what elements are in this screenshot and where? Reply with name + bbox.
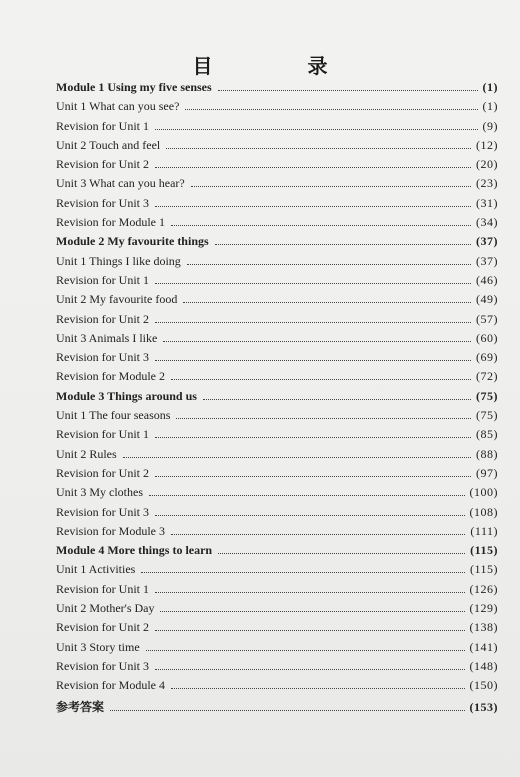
toc-entry-label: Unit 1 What can you see? [56,99,180,114]
toc-entry [56,659,498,678]
toc-entry [56,582,498,601]
toc-page-number: (115) [469,562,498,577]
toc-entry [56,119,498,138]
dot-leader [149,485,465,496]
dot-leader [155,659,465,670]
toc-page-number: (9) [482,118,498,133]
toc-entry [56,254,498,273]
toc-page-number: (85) [476,427,498,442]
toc-entry [56,157,498,176]
toc-entry [56,273,498,292]
dot-leader [203,389,471,400]
dot-leader [171,524,465,535]
toc-entry-label: Module 4 More things to learn [56,543,213,558]
dot-leader [155,157,471,168]
toc-page-number: (129) [469,601,498,616]
toc-entry [56,601,498,620]
dot-leader [163,331,471,342]
toc-entry-label: Revision for Unit 3 [56,504,149,519]
toc-page-number: (153) [469,699,498,714]
dot-leader [171,369,471,380]
toc-entry-label: Unit 1 Activities [56,562,136,577]
dot-leader [155,350,471,361]
dot-leader [123,447,471,458]
toc-section-heading [56,698,498,717]
toc-entry-label: Unit 3 My clothes [56,485,143,500]
toc-entry-label: Unit 2 My favourite food [56,292,178,307]
toc-entry [56,524,498,543]
dot-leader [171,678,465,689]
toc-entry-label: Unit 2 Touch and feel [56,137,161,152]
toc-page-number: (72) [476,369,498,384]
toc-page-number: (37) [476,234,498,249]
toc-page-number: (60) [476,330,498,345]
toc-entry-label: Unit 3 Animals I like [56,330,158,345]
toc-page-number: (12) [476,137,498,152]
toc-page-number: (46) [476,272,498,287]
toc-entry [56,99,498,118]
toc-entry-label: Module 2 My favourite things [56,234,209,249]
toc-entry-label: Revision for Module 4 [56,678,165,693]
toc-page-number: (88) [476,446,498,461]
toc-entry-label: Revision for Unit 1 [56,427,149,442]
toc-entry [56,292,498,311]
toc-entry [56,466,498,485]
dot-leader [187,254,471,265]
toc-page-number: (126) [469,581,498,596]
toc-section-heading [56,389,498,408]
toc-entry [56,331,498,350]
dot-leader [155,312,471,323]
toc-entry [56,369,498,388]
dot-leader [166,138,471,149]
dot-leader [146,640,465,651]
toc-page-number: (20) [476,157,498,172]
toc-entry-label: Unit 3 Story time [56,639,140,654]
toc-page-number: (148) [469,658,498,673]
dot-leader [155,620,465,631]
toc-page-number: (75) [476,388,498,403]
table-of-contents [56,80,498,717]
dot-leader [141,562,465,573]
toc-entry-label: Revision for Unit 2 [56,465,149,480]
toc-entry [56,138,498,157]
dot-leader [183,292,471,303]
toc-entry-label: Unit 1 The four seasons [56,408,171,423]
toc-entry-label: Revision for Unit 1 [56,272,149,287]
toc-entry [56,215,498,234]
toc-page-number: (34) [476,215,498,230]
toc-entry-label: Revision for Module 1 [56,215,165,230]
toc-entry-label: Revision for Unit 1 [56,118,149,133]
dot-leader [155,427,471,438]
toc-entry-label: Revision for Module 3 [56,523,165,538]
toc-entry-label: Revision for Unit 3 [56,350,149,365]
toc-page-number: (138) [469,620,498,635]
toc-entry [56,196,498,215]
toc-entry-label: Revision for Unit 2 [56,157,149,172]
toc-entry-label: Unit 1 Things I like doing [56,253,181,268]
dot-leader [155,505,465,516]
toc-page-number: (31) [476,195,498,210]
toc-page-number: (49) [476,292,498,307]
toc-entry [56,640,498,659]
dot-leader [155,119,478,130]
dot-leader [218,543,465,554]
toc-page-number: (23) [476,176,498,191]
toc-entry [56,312,498,331]
toc-entry [56,678,498,697]
toc-entry [56,176,498,195]
toc-entry [56,485,498,504]
dot-leader [191,176,471,187]
toc-entry-label: Revision for Unit 3 [56,658,149,673]
dot-leader [215,234,471,245]
toc-section-heading [56,543,498,562]
toc-entry [56,427,498,446]
dot-leader [185,99,477,110]
toc-entry [56,505,498,524]
page-title: 目 录 [192,54,372,78]
dot-leader [155,273,471,284]
dot-leader [110,700,464,711]
toc-entry [56,350,498,369]
toc-entry-label: 参考答案 [56,699,105,714]
toc-page-number: (108) [469,504,498,519]
dot-leader [160,601,464,612]
toc-section-heading [56,80,498,99]
toc-entry-label: Module 1 Using my five senses [56,80,212,94]
dot-leader [155,466,471,477]
toc-page-number: (100) [469,485,498,500]
dot-leader [155,196,471,207]
toc-entry-label: Revision for Unit 2 [56,311,149,326]
toc-entry [56,620,498,639]
toc-page-number: (150) [469,678,498,693]
toc-entry-label: Revision for Unit 1 [56,581,149,596]
toc-page-number: (75) [476,408,498,423]
toc-entry-label: Module 3 Things around us [56,388,197,403]
toc-entry [56,447,498,466]
toc-entry [56,408,498,427]
toc-entry-label: Revision for Unit 2 [56,620,149,635]
toc-entry-label: Revision for Unit 3 [56,195,149,210]
toc-page-number: (1) [482,99,498,114]
toc-page-number: (57) [476,311,498,326]
dot-leader [176,408,471,419]
toc-entry [56,562,498,581]
toc-section-heading [56,234,498,253]
dot-leader [155,582,465,593]
toc-entry-label: Revision for Module 2 [56,369,165,384]
toc-page-number: (69) [476,350,498,365]
toc-page-number: (115) [470,543,498,558]
toc-entry-label: Unit 2 Rules [56,446,117,461]
toc-entry-label: Unit 3 What can you hear? [56,176,185,191]
toc-page-number: (1) [482,80,498,94]
toc-page-number: (141) [469,639,498,654]
toc-page-number: (37) [476,253,498,268]
toc-entry-label: Unit 2 Mother's Day [56,601,155,616]
toc-page-number: (111) [470,523,498,538]
dot-leader [218,80,478,91]
dot-leader [171,215,471,226]
toc-page-number: (97) [476,465,498,480]
